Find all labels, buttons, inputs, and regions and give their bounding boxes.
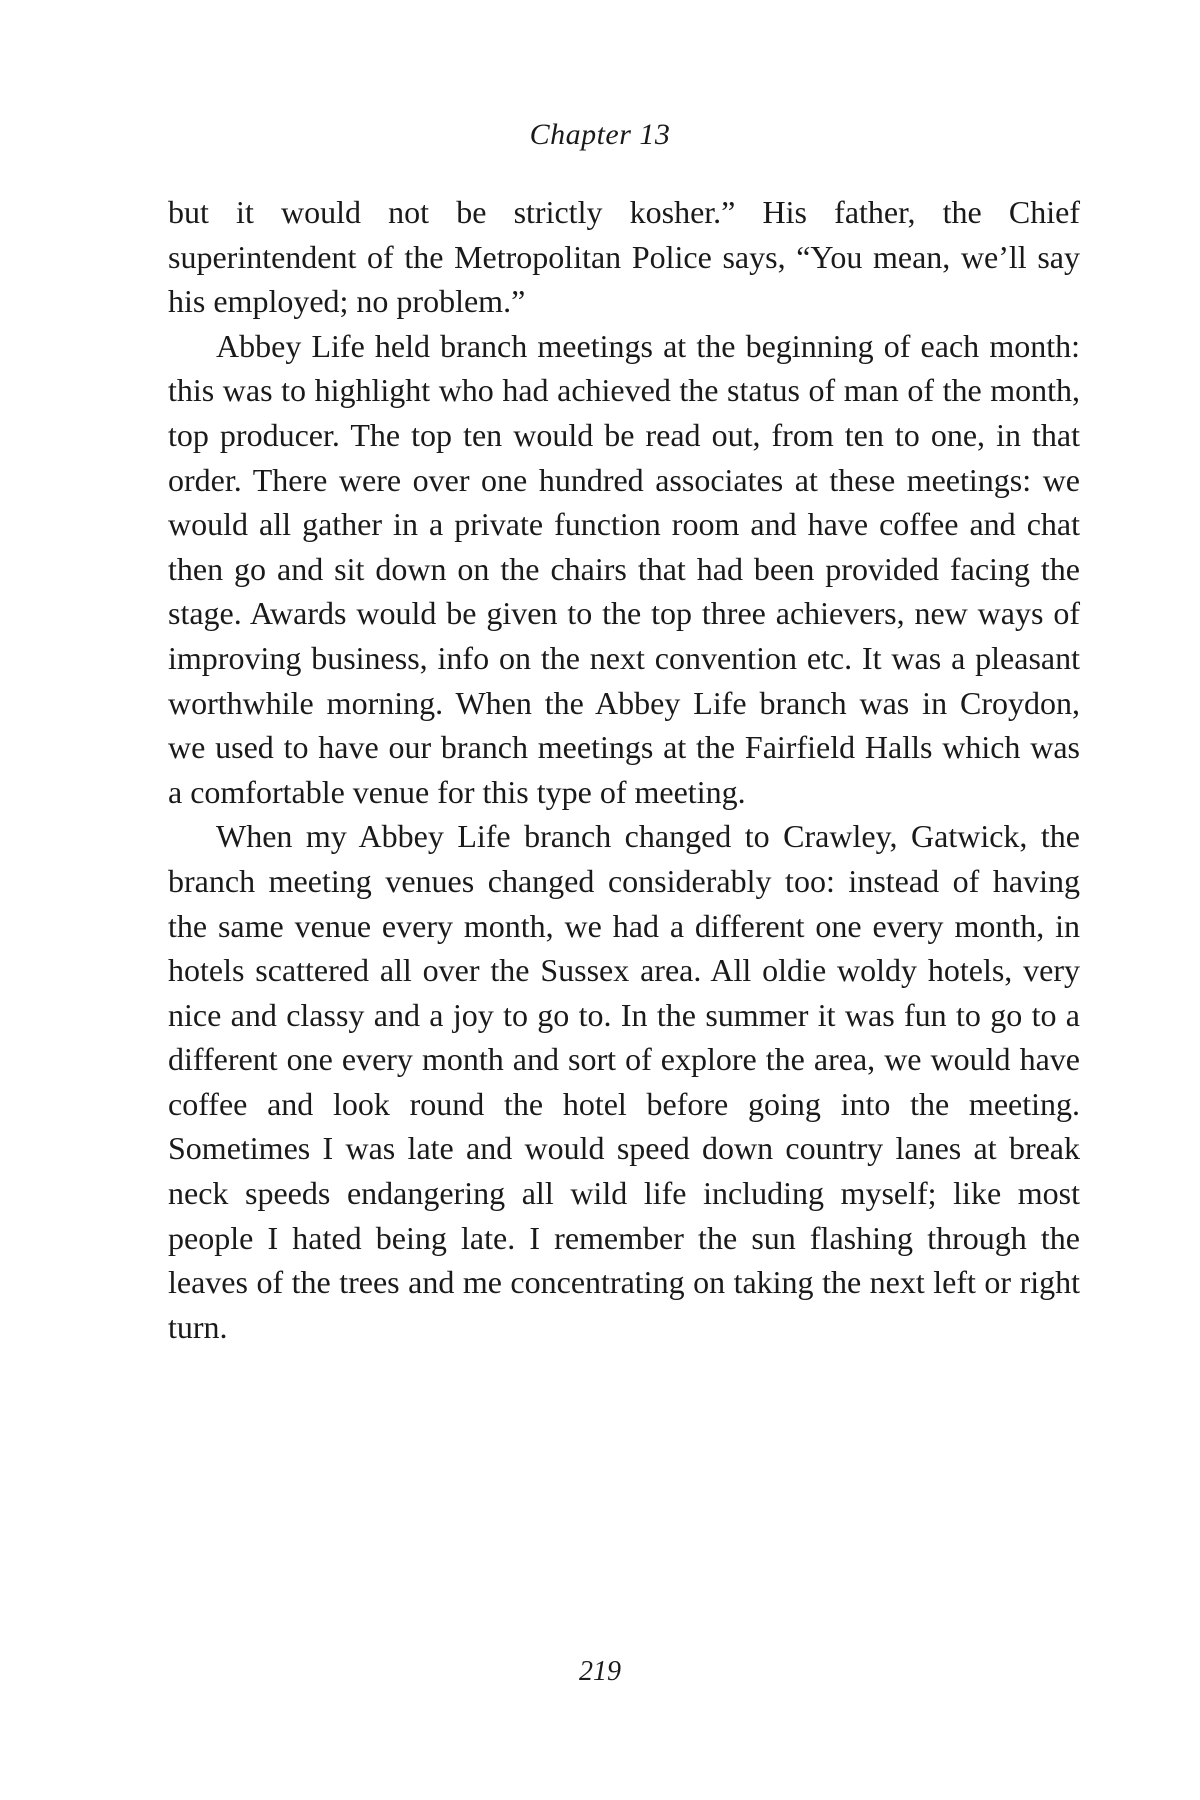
running-head: Chapter 13: [529, 118, 671, 151]
paragraph-crawley-venues: When my Abbey Life branch changed to Crawley, Gatwick, the branch meeting venues changed considerably too: instead of having the same venue every month, we had a different one every month, in hotels scattered all over the Sussex area. All oldie woldy hotels, very nice and classy and a joy to go to. In the summer it was fun to go to a different one every month and sort of explore the area, we would have coffee and look round the hotel before going into the meeting. Sometimes I was late and would speed down country lanes at break neck speeds endangering all wild life including myself; like most people I hated being late. I remember the sun flashing through the leaves of the trees and me concentrating on taking the next left or right turn.: [168, 818, 1080, 1345]
paragraph-continued: but it would not be strictly kosher.” His father, the Chief superintendent of the Metropolitan Police says, “You mean, we’ll say his employed; no problem.”: [168, 194, 1080, 320]
paragraph-branch-meetings: Abbey Life held branch meetings at the beginning of each month: this was to highlight who had achieved the status of man of the month, top producer. The top ten would be read out, from ten to one, in that order. There were over one hundred associates at these meetings: we would all gather in a private function room and have coffee and chat then go and sit down on the chairs that had been provided facing the stage. Awards would be given to the top three achievers, new ways of improving business, info on the next convention etc. It was a pleasant worthwhile morning. When the Abbey Life branch was in Croydon, we used to have our branch meetings at the Fairfield Halls which was a comfortable venue for this type of meeting.: [168, 327, 1080, 810]
page-number: 219: [579, 1656, 621, 1687]
body-text: [168, 190, 1080, 1349]
